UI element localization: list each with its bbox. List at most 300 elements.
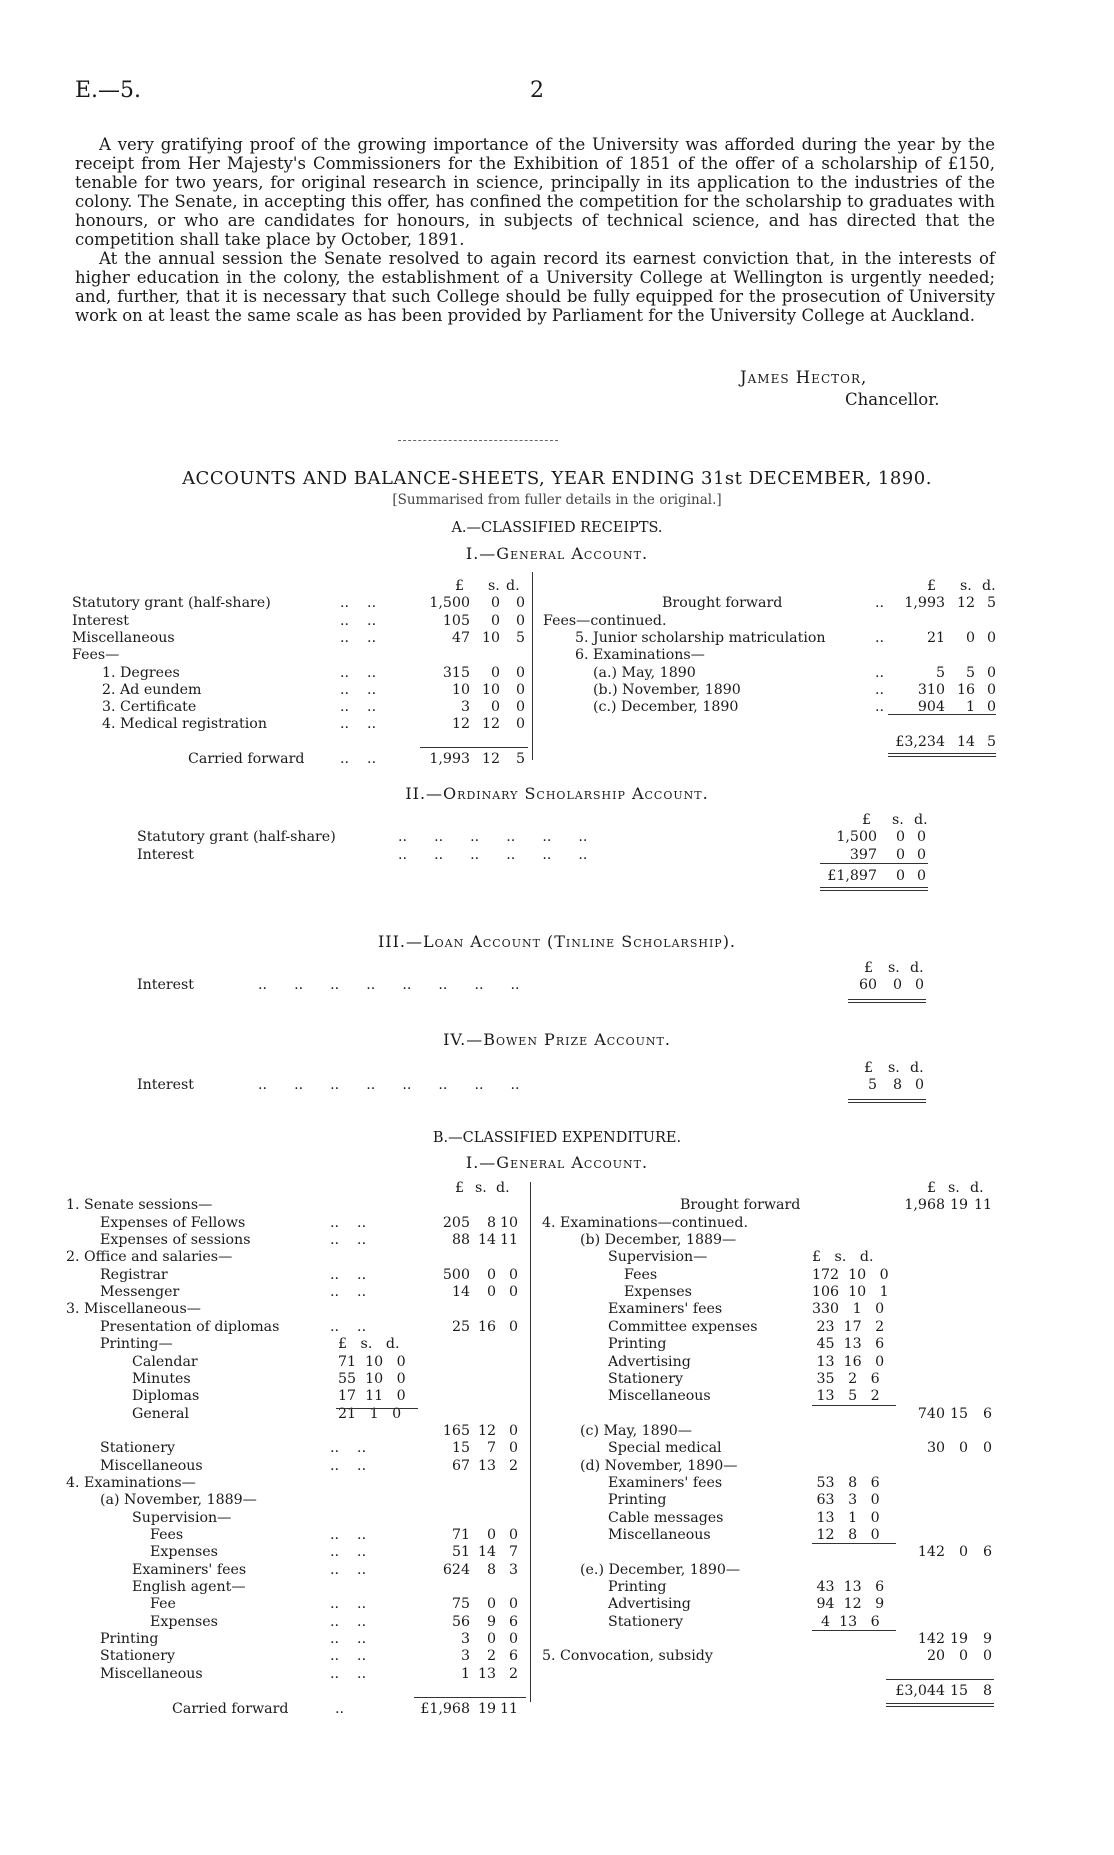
loan-label: Interest [137,977,194,994]
leader-dots: .. [335,1700,345,1717]
loan-heading: III.—Loan Account (Tinline Scholarship). [377,932,737,951]
expense-label: Fees [150,1527,184,1543]
leader-dots: .. [875,699,885,716]
expense-pence: 0 [508,1266,518,1283]
expense-pence: 0 [508,1318,518,1335]
expense-label: (c) May, 1890— [580,1422,692,1439]
carried-pence: 5 [515,751,525,767]
receipt-label: Brought forward [662,595,783,612]
receipt-pounds: 3 [460,699,470,716]
right-total-pence: 8 [982,1683,992,1700]
expense-pounds: 205 [442,1214,470,1231]
expense-pence: 0 [508,1527,518,1543]
expense-shillings: 15 [949,1405,968,1422]
carried-pounds: 1,993 [429,751,470,767]
receipt-pounds: 904 [917,699,945,716]
pence-label: d. [910,1060,924,1076]
expense-label: Calendar [132,1353,198,1370]
ordinary-heading: II.—Ordinary Scholarship Account. [405,784,709,803]
pound-sign-label: £ [455,578,465,594]
expense-shillings: 0 [958,1648,968,1665]
expense-sub-amount: 17 11 0 [338,1388,406,1405]
accounts-title: ACCOUNTS AND BALANCE-SHEETS, YEAR ENDING 31st DECEMBER, 1890. [182,468,932,489]
left-carried-shillings: 19 [477,1700,496,1717]
expense-pence: 0 [982,1440,992,1457]
expense-label: Special medical [608,1440,722,1457]
expense-shillings: 19 [949,1631,968,1648]
receipt-pence: 0 [986,699,996,716]
receipts-heading: A.—CLASSIFIED RECEIPTS. [451,520,663,536]
receipts-total-pence: 5 [986,733,996,750]
expense-label: Brought forward [680,1197,801,1214]
leader-dots: .. .. [330,1318,367,1335]
expense-shillings: 12 [477,1422,496,1439]
receipt-shillings: 10 [481,681,500,698]
loan-double-rule [848,999,926,1003]
leader-dots: .. .. [340,751,377,767]
pound-sign-label: £ [927,578,937,594]
leader-dots: .. .. [330,1214,367,1231]
receipt-pounds: 1,993 [904,595,945,612]
shilling-label: s. [888,1060,900,1076]
ordinary-total-shillings: 0 [895,867,905,884]
leader-dots: .. .. [340,716,377,733]
expense-pounds: 624 [442,1561,470,1578]
expense-sub-amount: 172 10 0 [812,1266,889,1283]
shilling-label: s. [892,812,904,828]
sub-total-rule [812,1405,896,1406]
leader-dots: .. [875,595,885,612]
expense-sub-amount: 4 13 6 [812,1613,880,1630]
expense-pence: 2 [508,1457,518,1474]
leader-dots: .. .. [330,1527,367,1543]
expense-shillings: 14 [477,1544,496,1561]
expense-sub-amount: 21 1 0 [338,1405,402,1422]
expense-label: Printing— [100,1336,173,1353]
section-divider [398,440,558,441]
receipt-pence: 0 [986,681,996,698]
pound-sign-label: £ [927,1180,937,1196]
sub-total-rule [812,1630,896,1631]
expense-pence: 10 [499,1214,518,1231]
expense-sub-amount: £ s. d. [812,1249,874,1266]
expense-pence: 0 [508,1440,518,1457]
pence-label: d. [910,960,924,976]
receipt-pounds: 310 [917,681,945,698]
leader-dots: .. [875,664,885,681]
expense-label: Examiners' fees [132,1561,247,1578]
receipt-label: Statutory grant (half-share) [72,595,271,612]
expense-label: (e.) December, 1890— [580,1561,741,1578]
expense-label: Cable messages [608,1509,724,1526]
leader-dots: .. .. [330,1631,367,1648]
pence-label: d. [970,1180,984,1196]
pound-sign-label: £ [455,1180,465,1196]
expense-label: Stationery [100,1440,175,1457]
expense-label: 4. Examinations— [66,1474,196,1491]
expense-pounds: 71 [451,1527,470,1543]
expense-label: Minutes [132,1370,191,1387]
receipt-shillings: 1 [965,699,975,716]
expense-pence: 0 [508,1631,518,1648]
expense-pounds: 14 [451,1284,470,1301]
shilling-label: s. [488,578,500,594]
expense-label: Examiners' fees [608,1474,723,1491]
expense-sub-amount: 53 8 6 [812,1474,880,1491]
expense-label: 2. Office and salaries— [66,1249,233,1266]
expense-pounds: 67 [451,1457,470,1474]
leader-dots: .. .. [340,681,377,698]
expense-pounds: 25 [451,1318,470,1335]
expense-pence: 0 [982,1648,992,1665]
expense-shillings: 0 [486,1631,496,1648]
intro-paragraph-1: A very gratifying proof of the growing importance of the University was afforded during the year by the receipt from Her Majesty's Commissioners for the Exhibition of 1851 of the offer of a scholarship of £150, tenable for two years, for original research in science, principally in its application to the industries of the colony. The Senate, in accepting this offer, has confined the competition for the scholarship to graduates with honours, or who are candidates for honours, in subjects of technical science, and has directed that the competition shall take place by October, 1891. [75,135,995,249]
expense-pounds: 56 [451,1613,470,1630]
leader-dots: .. .. [340,612,377,629]
receipt-label: 1. Degrees [102,664,180,681]
ordinary-pence: 0 [916,846,926,863]
expense-label: Messenger [100,1284,180,1301]
leader-dots: .. .. [330,1561,367,1578]
expense-pence: 6 [982,1405,992,1422]
receipt-shillings: 0 [490,595,500,612]
receipt-shillings: 12 [956,595,975,612]
expense-pounds: 1 [460,1665,470,1682]
pence-label: d. [506,578,520,594]
leader-dots: .. .. [330,1232,367,1249]
expense-pounds: 30 [926,1440,945,1457]
expense-pounds: 51 [451,1544,470,1561]
receipt-pounds: 47 [451,629,470,646]
expense-pounds: 88 [451,1232,470,1249]
receipts-total-shillings: 14 [956,733,975,750]
expense-label: 1. Senate sessions— [66,1197,213,1214]
expense-label: English agent— [132,1579,246,1596]
expense-pence: 6 [982,1544,992,1561]
expense-sub-amount: £ s. d. [338,1336,400,1353]
expense-label: Expenses of sessions [100,1232,251,1249]
pence-label: d. [914,812,928,828]
receipt-shillings: 12 [481,716,500,733]
expense-pence: 6 [508,1648,518,1665]
signature-name: James Hector, [740,368,868,387]
intro-paragraph-2: At the annual session the Senate resolved to again record its earnest conviction that, in the interests of higher education in the colony, the establishment of a University College at Wellington is urgently needed; and, further, that it is necessary that such College should be fully equipped for the prosecution of University work on at least the same scale as has been provided by Parliament for the University College at Auckland. [75,249,995,325]
left-carried-pounds: £1,968 [420,1700,470,1717]
expense-pounds: 75 [451,1596,470,1613]
expense-pounds: 142 [917,1544,945,1561]
leader-dots: .. .. .. .. .. .. [398,829,588,846]
leader-dots: .. .. [340,664,377,681]
expense-label: Supervision— [132,1509,232,1526]
expense-label: Printing [608,1579,667,1596]
expense-label: Advertising [608,1596,691,1613]
expense-label: (a) November, 1889— [100,1492,257,1509]
bowen-double-rule [848,1099,926,1103]
pound-sign-label: £ [864,960,874,976]
expense-shillings: 0 [486,1266,496,1283]
expense-pounds: 500 [442,1266,470,1283]
receipt-label: 3. Certificate [102,699,197,716]
receipt-label: Interest [72,612,129,629]
pound-sign-label: £ [862,812,872,828]
expense-shillings: 0 [486,1284,496,1301]
column-divider [532,572,533,760]
leader-dots: .. [875,681,885,698]
total-double-rule [888,753,996,757]
receipt-pence: 0 [986,629,996,646]
expense-pounds: 3 [460,1648,470,1665]
expense-shillings: 0 [486,1527,496,1543]
expense-label: 3. Miscellaneous— [66,1301,201,1318]
expense-pounds: 1,968 [904,1197,945,1214]
leader-dots: .. .. [330,1613,367,1630]
ordinary-pounds: 1,500 [836,829,877,846]
expense-shillings: 8 [486,1561,496,1578]
expense-label: Fees [624,1266,658,1283]
general-account-heading: I.—General Account. [465,544,649,563]
carried-forward-label: Carried forward [172,1700,289,1717]
leader-dots: .. .. [340,595,377,612]
expense-shillings: 16 [477,1318,496,1335]
ordinary-total-pounds: £1,897 [827,867,877,884]
receipt-pounds: 5 [935,664,945,681]
receipt-label: 5. Junior scholarship matriculation [575,629,826,646]
right-total-pounds: £3,044 [895,1683,945,1700]
ordinary-total-pence: 0 [916,867,926,884]
ordinary-shillings: 0 [895,829,905,846]
expense-sub-amount: 71 10 0 [338,1353,406,1370]
expense-shillings: 19 [949,1197,968,1214]
expense-label: Registrar [100,1266,168,1283]
expense-label: Advertising [608,1353,691,1370]
receipt-pence: 0 [515,664,525,681]
expense-shillings: 2 [486,1648,496,1665]
loan-pounds: 60 [858,977,877,994]
bowen-label: Interest [137,1077,194,1094]
expense-shillings: 8 [486,1214,496,1231]
receipt-shillings: 0 [490,664,500,681]
receipt-label: 4. Medical registration [102,716,267,733]
ordinary-pence: 0 [916,829,926,846]
leader-dots: .. .. [330,1440,367,1457]
expense-label: Diplomas [132,1388,200,1405]
expense-sub-amount: 94 12 9 [812,1596,885,1613]
leader-dots: .. .. [330,1665,367,1682]
bowen-heading: IV.—Bowen Prize Account. [443,1030,671,1049]
expense-shillings: 9 [486,1613,496,1630]
receipt-pence: 5 [515,629,525,646]
expense-sub-amount: 63 3 0 [812,1492,880,1509]
receipt-pounds: 315 [442,664,470,681]
expenditure-general-heading: I.—General Account. [465,1153,649,1172]
expense-label: Examiners' fees [608,1301,723,1318]
pence-label: d. [496,1180,510,1196]
expense-pence: 11 [499,1232,518,1249]
expense-label: 4. Examinations—continued. [542,1214,748,1231]
leader-dots: .. .. [330,1284,367,1301]
expense-sub-amount: 106 10 1 [812,1284,889,1301]
expense-pounds: 3 [460,1631,470,1648]
expense-pence: 6 [508,1613,518,1630]
expense-sub-amount: 35 2 6 [812,1370,880,1387]
expense-label: Supervision— [608,1249,708,1266]
leader-dots: .. [875,629,885,646]
expense-label: Miscellaneous [100,1457,203,1474]
expense-label: 5. Convocation, subsidy [542,1648,713,1665]
receipt-pounds: 21 [926,629,945,646]
expense-label: Expenses of Fellows [100,1214,246,1231]
expense-shillings: 7 [486,1440,496,1457]
receipt-pounds: 10 [451,681,470,698]
expense-label: Expenses [150,1544,218,1561]
expense-pounds: 15 [451,1440,470,1457]
expense-sub-amount: 330 1 0 [812,1301,885,1318]
receipt-pence: 0 [515,716,525,733]
receipt-label: Fees— [72,647,120,664]
receipt-label: (b.) November, 1890 [593,681,741,698]
receipt-label: 2. Ad eundem [102,681,202,698]
expense-pence: 3 [508,1561,518,1578]
receipt-pence: 5 [986,595,996,612]
receipt-pence: 0 [986,664,996,681]
shilling-label: s. [888,960,900,976]
bowen-shillings: 8 [892,1077,902,1094]
expense-sub-amount: 12 8 0 [812,1527,880,1543]
receipt-pence: 0 [515,699,525,716]
sub-total-rule [812,1543,896,1544]
signature-title: Chancellor. [845,390,940,409]
expense-label: Stationery [608,1613,683,1630]
sub-total-rule [336,1408,418,1409]
ordinary-double-rule [820,887,928,891]
intro-text [75,135,995,325]
expense-label: Miscellaneous [100,1665,203,1682]
expense-sub-amount: 13 1 0 [812,1509,880,1526]
expense-label: Printing [100,1631,159,1648]
leader-dots: .. .. [330,1596,367,1613]
carried-forward-label: Carried forward [188,751,305,767]
ordinary-label: Interest [137,846,194,863]
expense-pence: 0 [508,1422,518,1439]
receipt-shillings: 0 [490,699,500,716]
shilling-label: s. [960,578,972,594]
receipt-pounds: 12 [451,716,470,733]
leader-dots: .. .. .. .. .. .. [398,846,588,863]
loan-shillings: 0 [892,977,902,994]
receipt-label: (a.) May, 1890 [593,664,696,681]
expense-label: Expenses [624,1284,692,1301]
right-total-shillings: 15 [949,1683,968,1700]
expenditure-heading: B.—CLASSIFIED EXPENDITURE. [432,1130,682,1146]
receipt-shillings: 0 [490,612,500,629]
pound-sign-label: £ [864,1060,874,1076]
expense-pence: 11 [973,1197,992,1214]
expense-label: Stationery [608,1370,683,1387]
ordinary-total-rule [820,863,928,864]
expense-pounds: 740 [917,1405,945,1422]
page-number: 2 [530,78,544,103]
expense-shillings: 13 [477,1665,496,1682]
expense-sub-amount: 43 13 6 [812,1579,885,1596]
expense-label: Miscellaneous [608,1527,711,1543]
right-total-rule [886,1679,994,1680]
expense-label: Stationery [100,1648,175,1665]
bowen-pounds: 5 [867,1077,877,1094]
expense-label: (d) November, 1890— [580,1457,738,1474]
carried-shillings: 12 [481,751,500,767]
leader-dots: .. .. .. .. .. .. .. .. [258,1077,520,1094]
leader-dots: .. .. [330,1457,367,1474]
receipt-shillings: 10 [481,629,500,646]
left-carried-pence: 11 [499,1700,518,1717]
receipt-label: 6. Examinations— [575,647,705,664]
pence-label: d. [982,578,996,594]
receipt-shillings: 16 [956,681,975,698]
receipt-pence: 0 [515,595,525,612]
expense-label: Printing [608,1336,667,1353]
receipt-shillings: 5 [965,664,975,681]
expense-shillings: 14 [477,1232,496,1249]
expense-pence: 9 [982,1631,992,1648]
receipt-label: Miscellaneous [72,629,175,646]
expense-pence: 2 [508,1665,518,1682]
receipt-label: (c.) December, 1890 [593,699,739,716]
ordinary-label: Statutory grant (half-share) [137,829,336,846]
expense-shillings: 0 [958,1440,968,1457]
expense-sub-amount: 13 16 0 [812,1353,885,1370]
expense-label: (b) December, 1889— [580,1232,737,1249]
total-rule [888,714,996,715]
expense-label: Fee [150,1596,176,1613]
expense-pounds: 165 [442,1422,470,1439]
expense-label: Committee expenses [608,1318,758,1335]
receipt-shillings: 0 [965,629,975,646]
loan-pence: 0 [914,977,924,994]
receipt-pence: 0 [515,681,525,698]
expense-pence: 7 [508,1544,518,1561]
accounts-subtitle: [Summarised from fuller details in the original.] [392,492,722,508]
expense-label: Expenses [150,1613,218,1630]
receipt-label: Fees—continued. [543,612,667,629]
receipts-total-pounds: £3,234 [895,733,945,750]
receipt-pounds: 105 [442,612,470,629]
right-total-double-rule [886,1703,994,1707]
shilling-label: s. [475,1180,487,1196]
expense-sub-amount: 23 17 2 [812,1318,885,1335]
expense-pence: 0 [508,1284,518,1301]
expense-sub-amount: 13 5 2 [812,1388,880,1405]
expense-shillings: 0 [486,1596,496,1613]
expense-shillings: 0 [958,1544,968,1561]
subtotal-rule [420,747,528,748]
leader-dots: .. .. [340,629,377,646]
bowen-pence: 0 [914,1077,924,1094]
expense-sub-amount: 45 13 6 [812,1336,885,1353]
expense-label: Printing [608,1492,667,1509]
leader-dots: .. .. .. .. .. .. .. .. [258,977,520,994]
expense-sub-amount: 55 10 0 [338,1370,406,1387]
receipt-pence: 0 [515,612,525,629]
leader-dots: .. .. [330,1266,367,1283]
expense-label: Miscellaneous [608,1388,711,1405]
expense-pounds: 20 [926,1648,945,1665]
leader-dots: .. .. [340,699,377,716]
receipt-pounds: 1,500 [429,595,470,612]
leader-dots: .. .. [330,1648,367,1665]
ordinary-pounds: 397 [849,846,877,863]
expense-label: General [132,1405,190,1422]
ordinary-shillings: 0 [895,846,905,863]
